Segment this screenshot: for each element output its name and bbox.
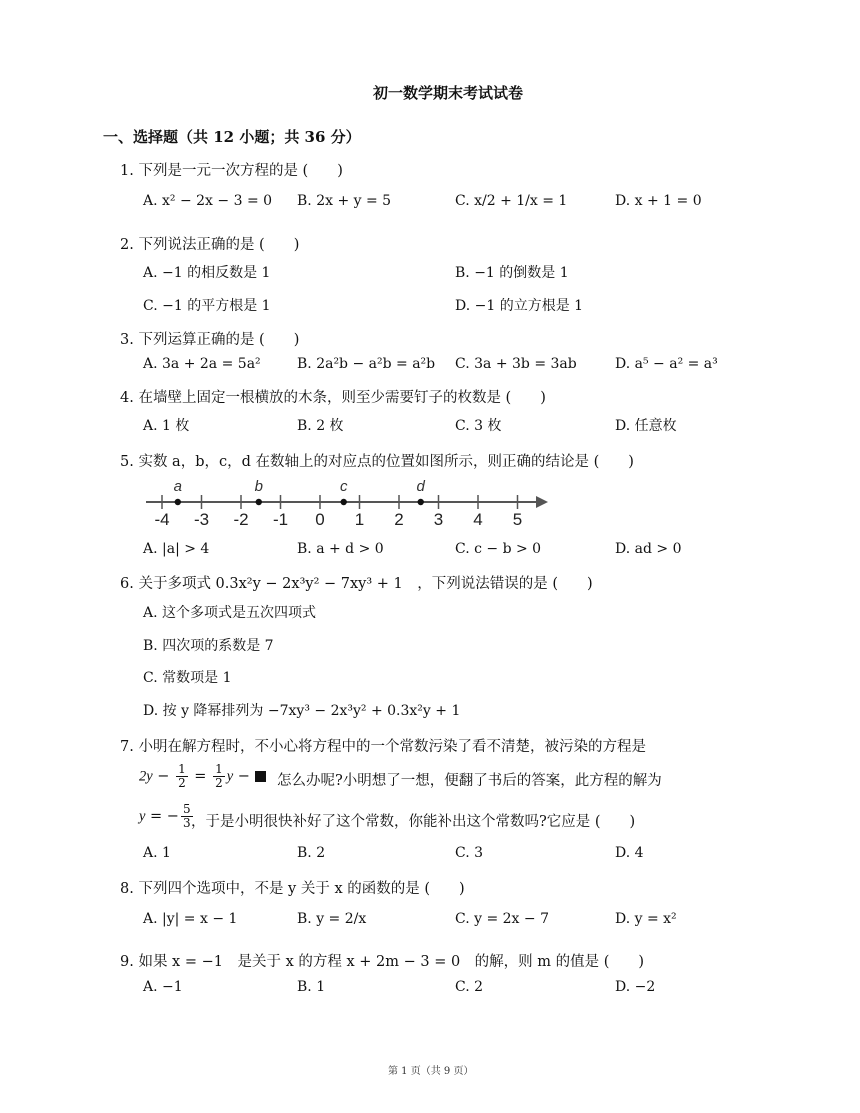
question-3-option-c: C. 3a + 3b = 3ab <box>455 356 577 372</box>
question-6-option-b: B. 四次项的系数是 7 <box>143 638 274 654</box>
number-line-tick-label: 3 <box>433 510 444 528</box>
question-8-option-d: D. y = x² <box>615 911 677 927</box>
question-8-option-a: A. |y| = x − 1 <box>143 911 238 927</box>
number-line-point-label: b <box>254 478 263 495</box>
question-9-option-c: C. 2 <box>455 979 484 995</box>
number-line-tick-label: 1 <box>354 510 365 528</box>
question-3-stem: 3. 下列运算正确的是 ( ) <box>120 332 300 348</box>
number-line-arrow <box>536 496 548 508</box>
question-4-option-b: B. 2 枚 <box>297 418 344 434</box>
question-7-equation: 2y − $\frac{1}{2}$ = $\frac{1}{2}$ y − <box>139 763 266 790</box>
question-5-option-c: C. c − b > 0 <box>455 541 542 557</box>
question-1-option-d: D. x + 1 = 0 <box>615 193 702 209</box>
question-2-stem: 2. 下列说法正确的是 ( ) <box>120 237 300 253</box>
question-6-option-d: D. 按 y 降幂排列为 −7xy³ − 2x³y² + 0.3x²y + 1 <box>143 703 461 719</box>
question-7-option-d: D. 4 <box>615 845 644 861</box>
question-9-stem: 9. 如果 x = −1 是关于 x 的方程 x + 2m − 3 = 0 的解，则 m 的值是 ( ) <box>120 954 645 970</box>
question-4-option-d: D. 任意枚 <box>615 418 677 434</box>
question-7-option-c: C. 3 <box>455 845 484 861</box>
question-7-line-2: 怎么办呢?小明想了一想，便翻了书后的答案，此方程的解为 <box>277 773 662 789</box>
question-9-option-d: D. −2 <box>615 979 656 995</box>
question-2-option-c: C. −1 的平方根是 1 <box>143 298 271 314</box>
number-line-tick-label: -1 <box>272 510 289 528</box>
question-3-option-a: A. 3a + 2a = 5a² <box>143 356 261 372</box>
number-line-point-d <box>418 499 424 505</box>
question-4-option-c: C. 3 枚 <box>455 418 502 434</box>
question-5-option-b: B. a + d > 0 <box>297 541 384 557</box>
question-7-solution: y = − $\frac{5}{3}$ <box>139 802 191 830</box>
number-line-point-label: c <box>339 478 348 495</box>
question-5-option-a: A. |a| > 4 <box>143 541 210 557</box>
question-6-stem: 6. 关于多项式 0.3x²y − 2x³y² − 7xy³ + 1 ，下列说法错误的是 ( ) <box>120 576 593 592</box>
question-7-line-1: 7. 小明在解方程时，不小心将方程中的一个常数污染了看不清楚，被污染的方程是 <box>120 739 646 755</box>
question-6-option-c: C. 常数项是 1 <box>143 670 232 686</box>
question-1-option-b: B. 2x + y = 5 <box>297 193 392 209</box>
section-heading: 一、选择题（共 12 小题；共 36 分） <box>103 128 361 146</box>
question-2-option-d: D. −1 的立方根是 1 <box>455 298 584 314</box>
number-line-tick-label: 2 <box>394 510 404 528</box>
page-footer: 第 1 页（共 9 页） <box>388 1066 474 1077</box>
question-8-option-c: C. y = 2x − 7 <box>455 911 549 927</box>
number-line-tick-label: -4 <box>154 510 170 528</box>
question-2-option-a: A. −1 的相反数是 1 <box>143 265 271 281</box>
number-line-tick-label: -3 <box>193 510 210 528</box>
number-line-tick-label: -2 <box>233 510 249 528</box>
question-3-option-b: B. 2a²b − a²b = a²b <box>297 356 436 372</box>
question-1-stem: 1. 下列是一元一次方程的是 ( ) <box>120 163 343 179</box>
question-8-option-b: B. y = 2/x <box>297 911 367 927</box>
question-5-stem: 5. 实数 a，b，c，d 在数轴上的对应点的位置如图所示，则正确的结论是 ( ) <box>120 454 634 470</box>
question-3-option-d: D. a⁵ − a² = a³ <box>615 356 718 372</box>
question-7-option-b: B. 2 <box>297 845 326 861</box>
question-9-option-a: A. −1 <box>143 979 183 995</box>
question-5-option-d: D. ad > 0 <box>615 541 682 557</box>
question-2-option-b: B. −1 的倒数是 1 <box>455 265 569 281</box>
number-line-tick-label: 0 <box>315 510 325 528</box>
smudged-constant-icon <box>255 771 266 782</box>
number-line-point-c <box>341 499 347 505</box>
number-line-point-label: d <box>416 478 425 495</box>
question-9-option-b: B. 1 <box>297 979 326 995</box>
question-7-option-a: A. 1 <box>143 845 171 861</box>
question-4-option-a: A. 1 枚 <box>143 418 190 434</box>
number-line-tick-label: 5 <box>512 510 523 528</box>
number-line-figure <box>140 478 560 528</box>
page-title: 初一数学期末考试试卷 <box>373 84 524 102</box>
question-7-line-3: ，于是小明很快补好了这个常数，你能补出这个常数吗?它应是 ( ) <box>191 814 636 830</box>
question-6-option-a: A. 这个多项式是五次四项式 <box>143 605 317 621</box>
question-1-option-c: C. x/2 + 1/x = 1 <box>455 193 568 209</box>
number-line-point-b <box>256 499 262 505</box>
number-line-tick-label: 4 <box>473 510 483 528</box>
number-line-point-a <box>175 499 181 505</box>
question-4-stem: 4. 在墙壁上固定一根横放的木条，则至少需要钉子的枚数是 ( ) <box>120 390 546 406</box>
question-1-option-a: A. x² − 2x − 3 = 0 <box>143 193 273 209</box>
number-line-point-label: a <box>173 478 182 495</box>
question-8-stem: 8. 下列四个选项中，不是 y 关于 x 的函数的是 ( ) <box>120 881 465 897</box>
